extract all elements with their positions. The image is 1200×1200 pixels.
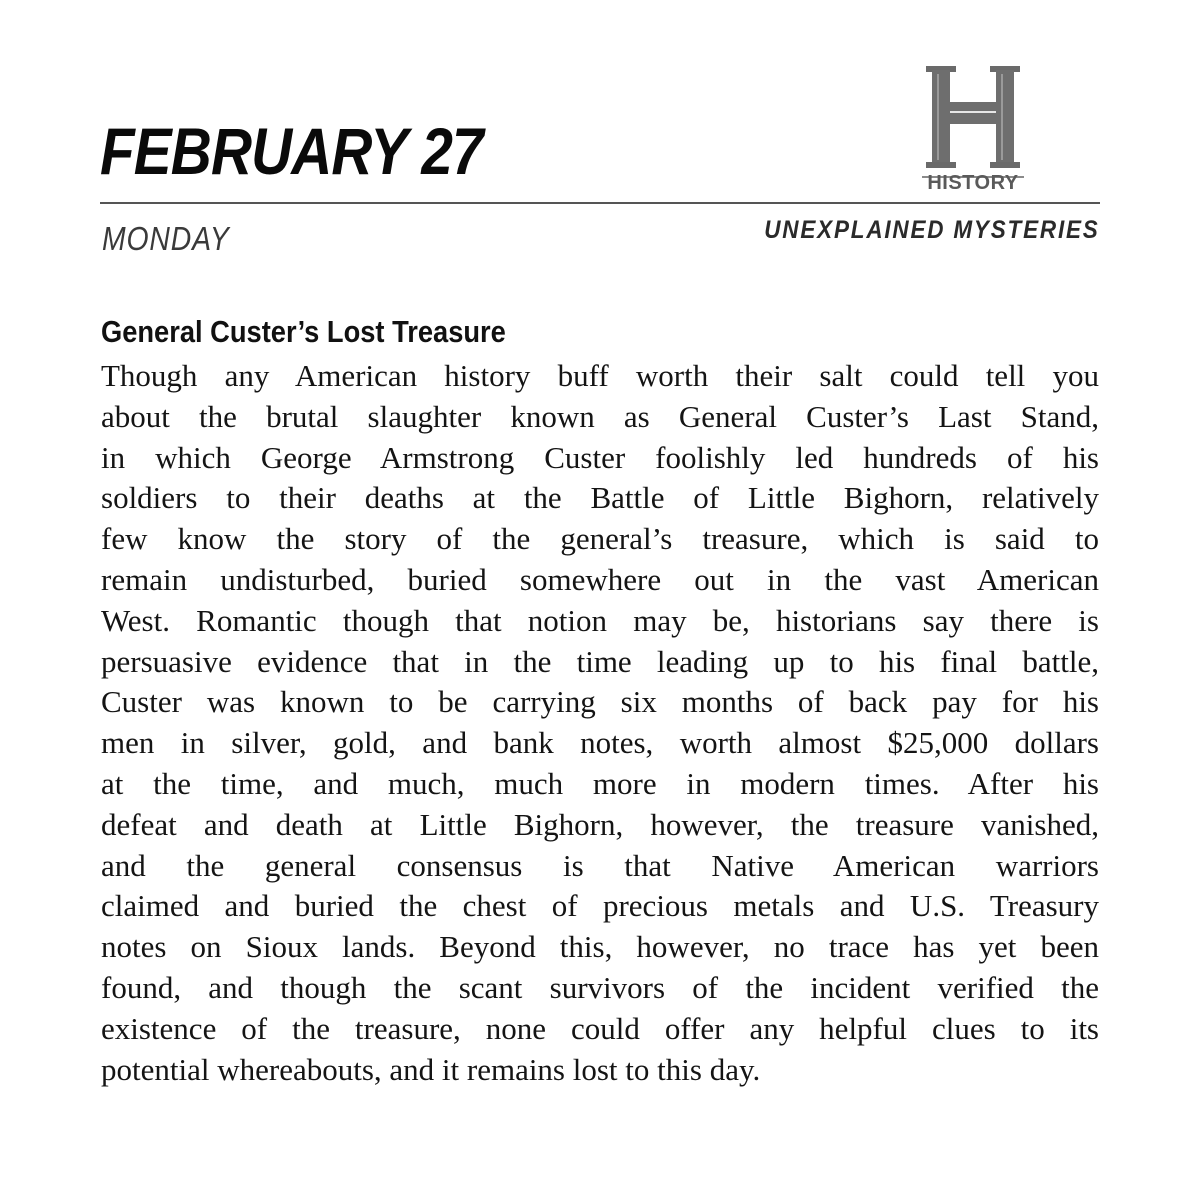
body-line: men in silver, gold, and bank notes, worth almost $25,000 dollars — [101, 725, 1099, 761]
body-line: and the general consensus is that Native American warriors — [101, 847, 1099, 883]
body-line: soldiers to their deaths at the Battle of Little Bighorn, relatively — [101, 480, 1099, 516]
body-line: notes on Sioux lands. Beyond this, however, no trace has yet been — [101, 929, 1099, 965]
header-divider — [100, 202, 1100, 204]
body-line: at the time, and much, much more in modern times. After his — [101, 765, 1099, 801]
body-line: claimed and buried the chest of precious metals and U.S. Treasury — [101, 888, 1099, 924]
entry-body — [101, 356, 1099, 1090]
page-date: FEBRUARY 27 — [100, 114, 483, 188]
body-line: few know the story of the general’s treasure, which is said to — [101, 521, 1099, 557]
entry-title: General Custer’s Lost Treasure — [101, 314, 506, 349]
body-line: found, and though the scant survivors of the incident verified the — [101, 969, 1099, 1005]
series-title: UNEXPLAINED MYSTERIES — [764, 216, 1100, 244]
body-line: West. Romantic though that notion may be, historians say there is — [101, 602, 1099, 638]
body-line: persuasive evidence that in the time leading up to his final battle, — [101, 643, 1099, 679]
body-line: existence of the treasure, none could offer any helpful clues to its — [101, 1010, 1099, 1046]
history-wordmark: HISTORY — [927, 172, 1019, 194]
body-line: remain undisturbed, buried somewhere out in the vast American — [101, 561, 1099, 597]
body-line: in which George Armstrong Custer foolishly led hundreds of his — [101, 439, 1099, 475]
body-line: Though any American history buff worth their salt could tell you — [101, 358, 1099, 393]
page-weekday: MONDAY — [102, 220, 230, 257]
body-line: Custer was known to be carrying six months of back pay for his — [101, 684, 1099, 720]
body-line: defeat and death at Little Bighorn, however, the treasure vanished, — [101, 806, 1099, 842]
body-line: about the brutal slaughter known as General Custer’s Last Stand, — [101, 398, 1099, 434]
body-line: potential whereabouts, and it remains lost to this day. — [101, 1051, 761, 1087]
